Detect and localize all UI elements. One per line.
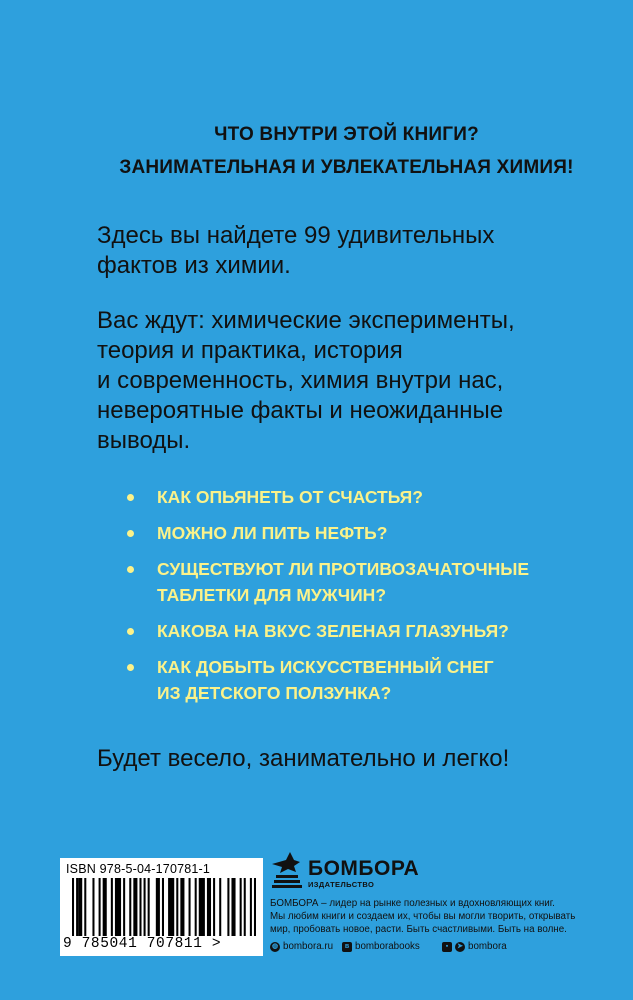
- question-line: КАК ДОБЫТЬ ИСКУССТВЕННЫЙ СНЕГ: [157, 657, 494, 677]
- bullet-dot-icon: [127, 494, 134, 501]
- vk-link[interactable]: [342, 941, 420, 952]
- question-line: МОЖНО ЛИ ПИТЬ НЕФТЬ?: [157, 523, 388, 543]
- bullet-dot-icon: [127, 628, 134, 635]
- blurb-line: БОМБОРА – лидер на рынке полезных и вдохновляющих книг.: [270, 898, 555, 909]
- closing-line: Будет весело, занимательно и легко!: [97, 745, 510, 772]
- bullet-dot-icon: [127, 530, 134, 537]
- topics-line: и современность, химия внутри нас,: [97, 367, 504, 394]
- question-item: [157, 556, 597, 608]
- publisher-name: БОМБОРА: [308, 857, 420, 880]
- intro-line: Здесь вы найдете 99 удивительных: [97, 222, 495, 249]
- square-icon: ▪: [442, 942, 452, 952]
- topics-line: Вас ждут: химические эксперименты,: [97, 307, 515, 334]
- question-list: [157, 484, 597, 716]
- blurb-line: мир, пробовать новое, расти. Быть счастливыми. Быть на волне.: [270, 924, 567, 935]
- telegram-link-label: bombora: [468, 941, 507, 952]
- social-links: [270, 941, 610, 955]
- headline: [0, 118, 633, 184]
- question-item: [157, 484, 597, 510]
- topics-line: теория и практика, история: [97, 337, 403, 364]
- question-line: КАКОВА НА ВКУС ЗЕЛЕНАЯ ГЛАЗУНЬЯ?: [157, 621, 509, 641]
- topics-line: невероятные факты и неожиданные: [97, 397, 504, 424]
- headline-line-2: ЗАНИМАТЕЛЬНАЯ И УВЛЕКАТЕЛЬНАЯ ХИМИЯ!: [119, 157, 574, 178]
- telegram-link[interactable]: [442, 941, 507, 952]
- blurb-line: Мы любим книги и создаем их, чтобы вы могли творить, открывать: [270, 911, 576, 922]
- question-line: ИЗ ДЕТСКОГО ПОЛЗУНКА?: [157, 683, 392, 703]
- question-item: [157, 520, 597, 546]
- intro-paragraph: [97, 221, 597, 281]
- question-line: ТАБЛЕТКИ ДЛЯ МУЖЧИН?: [157, 585, 387, 605]
- bullet-dot-icon: [127, 664, 134, 671]
- bullet-dot-icon: [127, 566, 134, 573]
- headline-line-1: ЧТО ВНУТРИ ЭТОЙ КНИГИ?: [214, 124, 479, 145]
- telegram-icon: ➤: [455, 942, 465, 952]
- publisher-blurb: [270, 897, 610, 936]
- vk-icon: в: [342, 942, 352, 952]
- isbn-label: ISBN 978-5-04-170781-1: [66, 862, 211, 876]
- publisher-mark-icon: [270, 848, 304, 890]
- topics-line: выводы.: [97, 427, 191, 454]
- barcode-box: [60, 858, 263, 956]
- site-link-label: bombora.ru: [283, 941, 334, 952]
- globe-icon: ◍: [271, 942, 279, 950]
- publisher-subtitle: ИЗДАТЕЛЬСТВО: [308, 880, 375, 889]
- barcode-digits: 9 785041 707811 >: [63, 936, 222, 952]
- question-line: СУЩЕСТВУЮТ ЛИ ПРОТИВОЗАЧАТОЧНЫЕ: [157, 559, 530, 579]
- question-line: КАК ОПЬЯНЕТЬ ОТ СЧАСТЬЯ?: [157, 487, 423, 507]
- question-item: [157, 618, 597, 644]
- intro-line: фактов из химии.: [97, 252, 291, 279]
- publisher-logo: [270, 848, 420, 890]
- barcode-bars: [72, 878, 256, 936]
- site-link[interactable]: [270, 941, 333, 952]
- question-item: [157, 654, 597, 706]
- vk-link-label: bomborabooks: [355, 941, 420, 952]
- topics-paragraph: [97, 306, 597, 456]
